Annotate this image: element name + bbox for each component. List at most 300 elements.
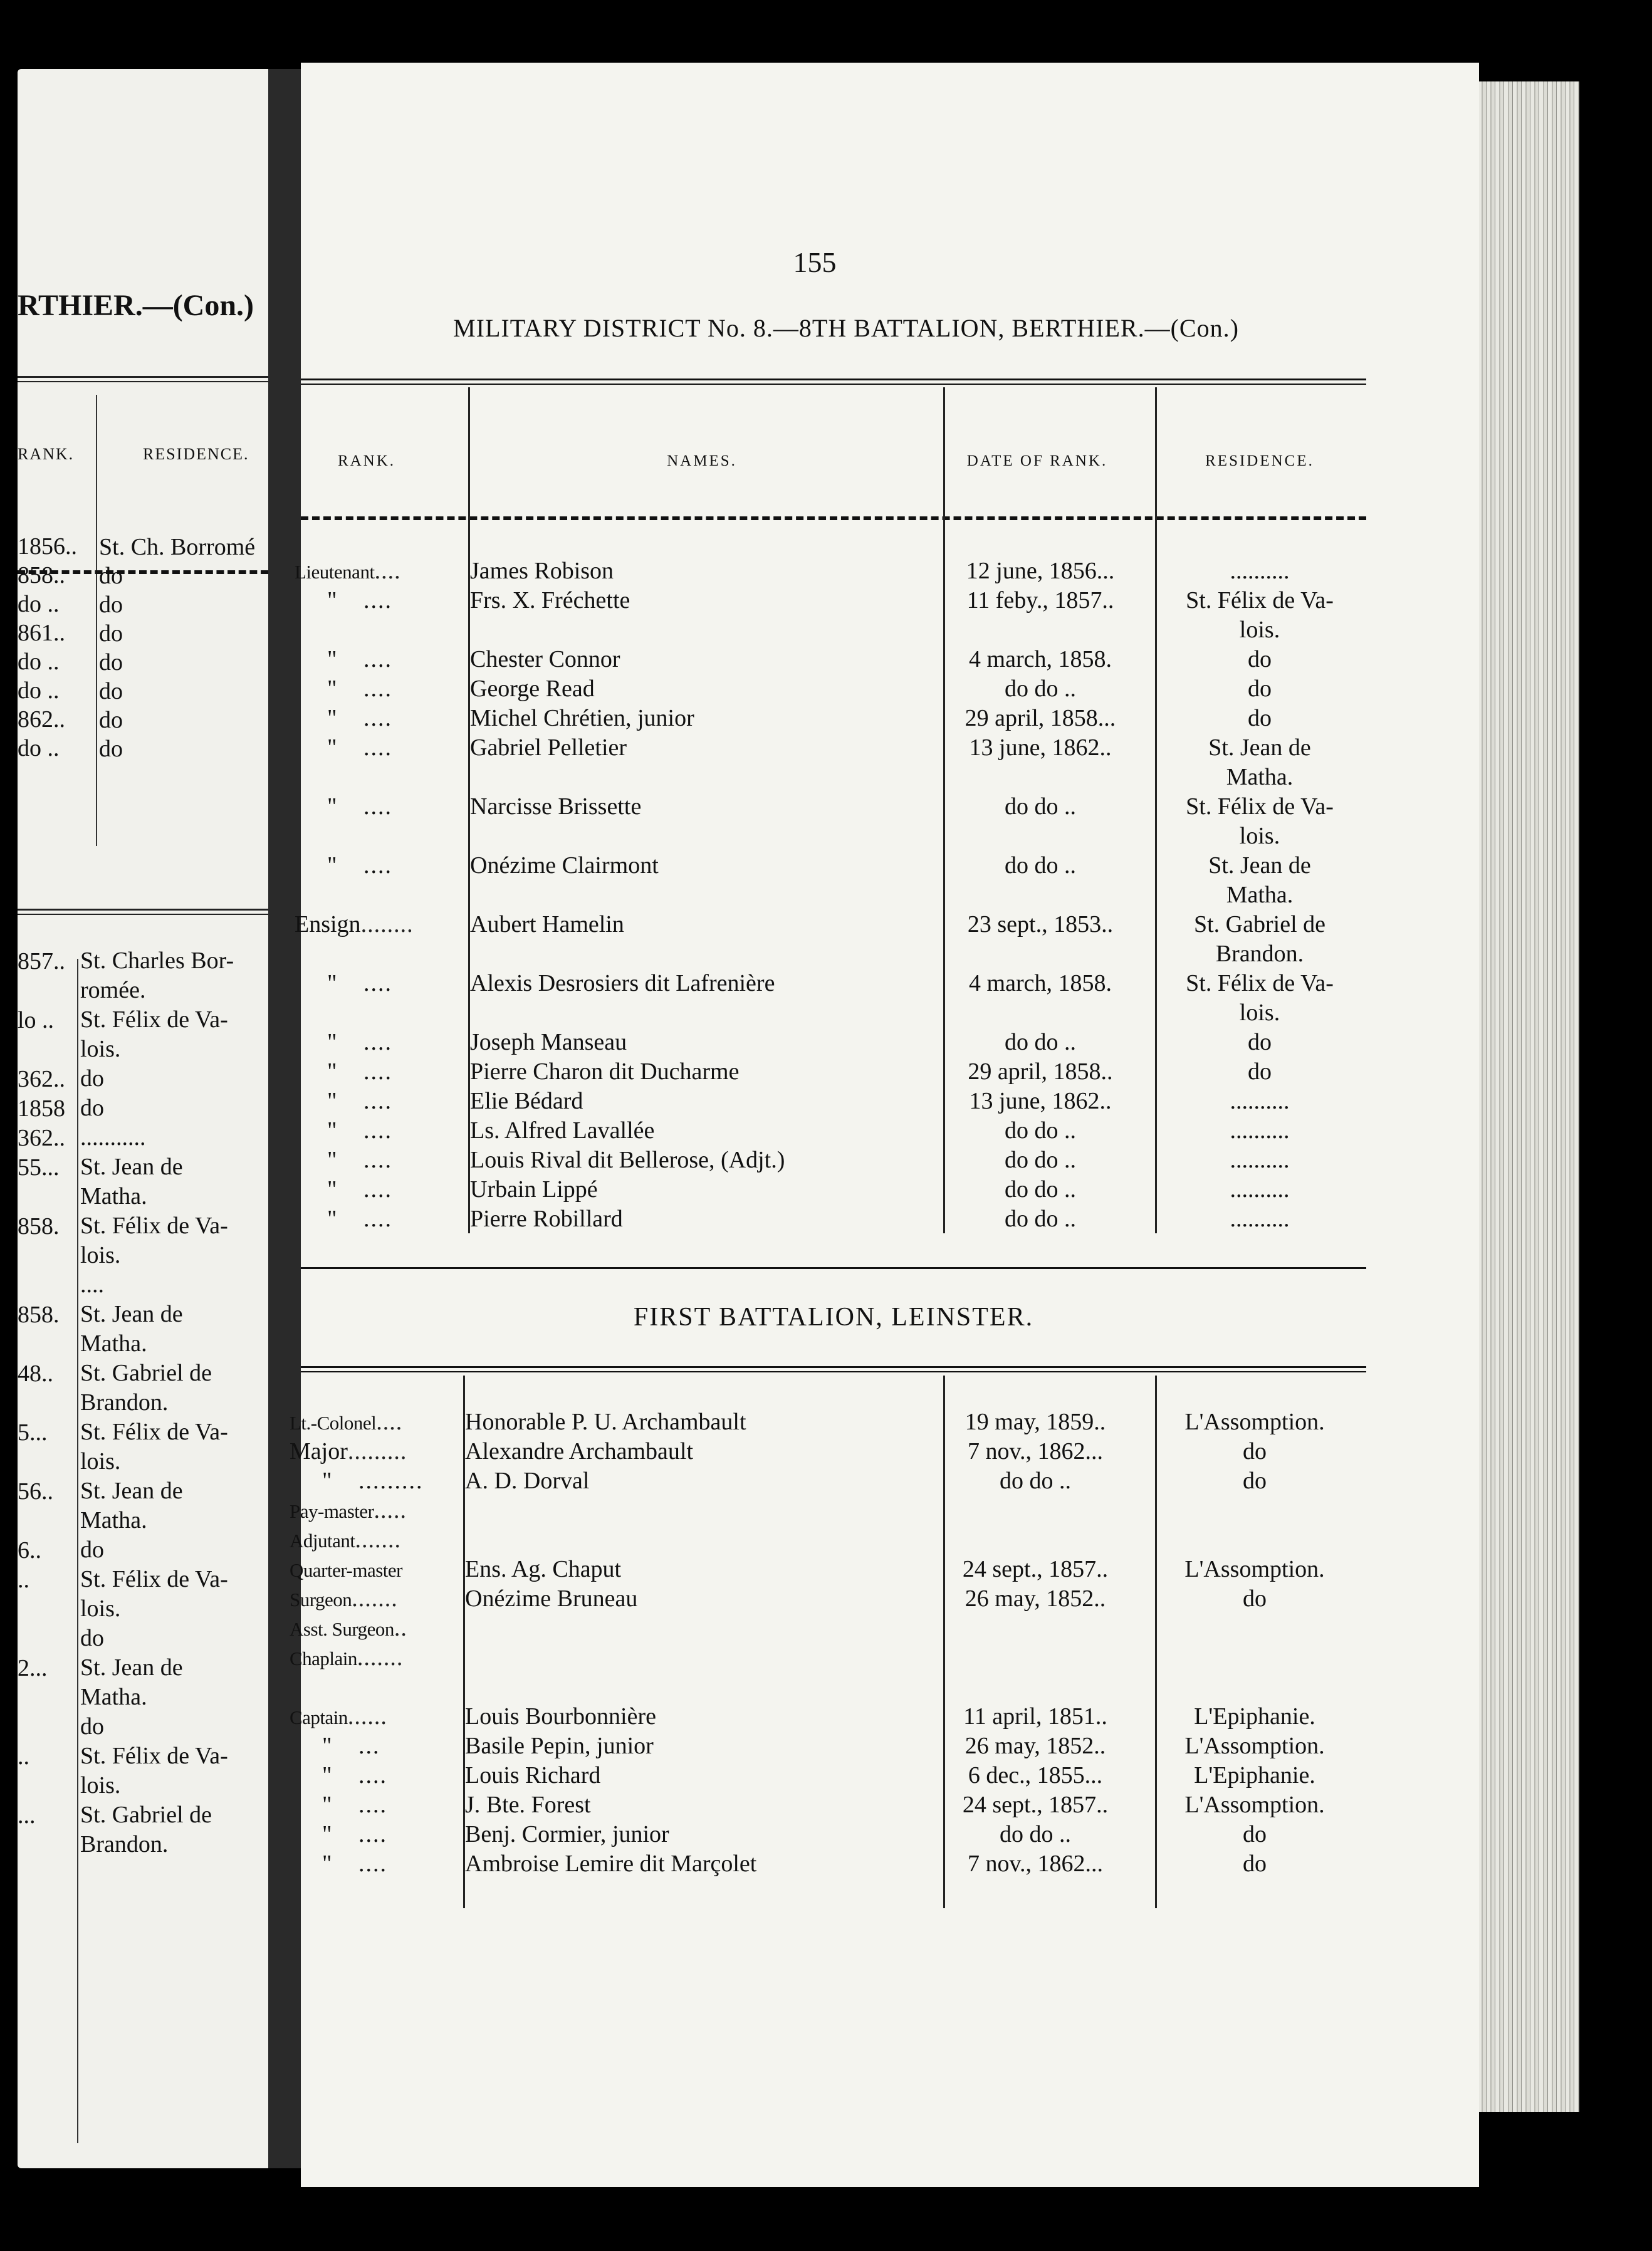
rank-cell	[295, 939, 464, 968]
name-cell	[465, 1614, 916, 1643]
ditto-mark: "	[327, 1176, 337, 1203]
date-cell: do do ..	[1000, 1468, 1071, 1494]
list-item	[18, 590, 268, 620]
name-cell	[470, 1116, 921, 1145]
residence-fragment: St. Jean de	[80, 1154, 183, 1180]
leader-dots: ....	[363, 1147, 392, 1173]
residence-fragment: lois.	[80, 1596, 121, 1622]
leader-dots: .....	[374, 1497, 407, 1523]
name-cell	[465, 1702, 916, 1731]
name-cell	[465, 1643, 916, 1672]
residence-cell: St. Félix de Va-	[1186, 793, 1334, 820]
person-name: Elie Bédard	[470, 1088, 583, 1114]
residence-cell: do	[1248, 1029, 1272, 1055]
name-cell	[465, 1761, 916, 1790]
residence-fragment: do	[99, 563, 123, 589]
rank-label: Lieutenant	[295, 561, 375, 583]
name-cell	[465, 1790, 916, 1819]
rank-cell	[290, 1643, 459, 1672]
rank-cell	[295, 645, 464, 674]
leader-dots: ....	[363, 676, 392, 702]
rank-cell	[290, 1673, 459, 1701]
leader-dots: ....	[363, 852, 392, 879]
leader-dots: ....	[363, 646, 392, 672]
name-cell	[470, 645, 921, 674]
date-cell	[932, 1525, 1139, 1554]
left-page-header: RTHIER.—(Con.)	[18, 289, 254, 322]
date-cell: 11 feby., 1857..	[966, 587, 1114, 614]
residence-fragment: St. Félix de Va-	[80, 1566, 228, 1592]
left-col-rank: RANK.	[18, 445, 75, 463]
col-rank-header: RANK.	[337, 452, 396, 469]
person-name: Alexandre Archambault	[465, 1438, 694, 1465]
residence-cell: St. Jean de	[1208, 852, 1311, 879]
rank-cell	[295, 556, 464, 585]
date-fragment: 362..	[18, 1066, 65, 1092]
rank-label: Quarter-master	[290, 1559, 402, 1581]
person-name: Urbain Lippé	[470, 1176, 598, 1203]
leader-dots: ........	[360, 911, 414, 937]
name-cell	[470, 822, 921, 850]
person-name: J. Bte. Forest	[465, 1792, 591, 1818]
name-cell	[470, 1057, 921, 1086]
date-cell: 19 may, 1859..	[965, 1409, 1106, 1435]
rank-cell	[295, 1175, 464, 1204]
residence-cell: L'Assomption.	[1184, 1409, 1325, 1435]
leader-dots: ...	[358, 1733, 380, 1759]
rank-cell	[290, 1525, 459, 1554]
left-column-rule	[77, 959, 78, 2143]
residence-cell: Brandon.	[1215, 941, 1304, 967]
rank-cell	[295, 615, 464, 644]
person-name: Honorable P. U. Archambault	[465, 1409, 746, 1435]
ditto-mark: "	[327, 646, 337, 672]
date-fragment: 6..	[18, 1537, 41, 1564]
name-cell	[470, 763, 921, 791]
residence-fragment: do	[80, 1095, 104, 1121]
residence-cell: St. Félix de Va-	[1186, 587, 1334, 614]
person-name: Onézime Clairmont	[470, 852, 659, 879]
rank-cell	[290, 1584, 459, 1613]
rank-cell	[295, 1028, 464, 1057]
leader-dots: .........	[347, 1438, 407, 1465]
residence-fragment: St. Félix de Va-	[80, 1006, 228, 1033]
residence-cell: ..........	[1230, 1176, 1290, 1203]
rank-label: Captain	[290, 1706, 348, 1728]
section-rule	[301, 1366, 1366, 1368]
leader-dots: ....	[358, 1792, 387, 1818]
left-page-rule	[18, 381, 268, 382]
date-cell: 26 may, 1852..	[965, 1585, 1106, 1612]
section-rule	[301, 1267, 1366, 1269]
date-cell: 11 april, 1851..	[963, 1703, 1107, 1730]
residence-fragment: romée.	[80, 977, 146, 1003]
residence-cell: do	[1248, 676, 1272, 702]
date-fragment: do ..	[18, 735, 60, 761]
residence-cell: do	[1248, 1058, 1272, 1085]
rank-cell	[295, 586, 464, 615]
date-cell: 6 dec., 1855...	[968, 1762, 1103, 1789]
rank-cell	[295, 880, 464, 909]
person-name: Ens. Ag. Chaput	[465, 1556, 622, 1582]
rank-cell	[290, 1731, 459, 1760]
date-cell: do do ..	[1005, 852, 1076, 879]
person-name: Aubert Hamelin	[470, 911, 624, 937]
date-cell	[932, 1643, 1139, 1672]
date-fragment: 362..	[18, 1125, 65, 1151]
leader-dots: ....	[358, 1821, 387, 1847]
date-cell: do do ..	[1005, 1176, 1076, 1203]
leader-dots: ......	[347, 1703, 387, 1730]
header-rule	[301, 379, 1366, 380]
rank-cell	[295, 822, 464, 850]
residence-cell: ..........	[1230, 1147, 1290, 1173]
residence-fragment: lois.	[80, 1036, 121, 1062]
residence-cell: ..........	[1230, 558, 1290, 584]
date-cell: 26 may, 1852..	[965, 1733, 1106, 1759]
residence-fragment: St. Jean de	[80, 1301, 183, 1327]
residence-cell: St. Gabriel de	[1193, 911, 1325, 937]
list-item	[18, 561, 268, 592]
date-fragment: 862..	[18, 706, 65, 733]
person-name: Benj. Cormier, junior	[465, 1821, 669, 1847]
name-cell	[470, 1087, 921, 1115]
name-cell	[465, 1408, 916, 1436]
date-cell: 24 sept., 1857..	[962, 1556, 1109, 1582]
person-name: Ambroise Lemire dit Marçolet	[465, 1851, 757, 1877]
rank-cell	[295, 733, 464, 762]
residence-fragment: lois.	[80, 1448, 121, 1475]
residence-cell: L'Assomption.	[1184, 1556, 1325, 1582]
ditto-mark: "	[322, 1762, 332, 1789]
rank-label: Adjutant	[290, 1530, 355, 1552]
residence-fragment: Brandon.	[80, 1389, 169, 1416]
rank-cell	[295, 969, 464, 998]
residence-fragment: St. Jean de	[80, 1654, 183, 1681]
residence-fragment: lois.	[80, 1772, 121, 1799]
residence-fragment: do	[99, 649, 123, 676]
name-cell	[470, 556, 921, 585]
name-cell	[465, 1466, 916, 1495]
name-cell	[470, 586, 921, 615]
residence-cell: L'Epiphanie.	[1194, 1703, 1315, 1730]
rank-label: Major	[290, 1438, 348, 1465]
leader-dots: ....	[363, 1058, 392, 1085]
col-date-header: DATE OF RANK.	[966, 452, 1108, 469]
name-cell	[470, 1028, 921, 1057]
residence-fragment: do	[99, 678, 123, 704]
date-cell: do do ..	[1005, 676, 1076, 702]
name-cell	[470, 851, 921, 880]
residence-fragment: St. Gabriel de	[80, 1802, 212, 1828]
residence-fragment: do	[99, 736, 123, 762]
residence-cell	[1148, 1614, 1361, 1643]
page-number: 155	[793, 246, 837, 278]
ditto-mark: "	[327, 1206, 337, 1232]
ditto-mark: "	[327, 970, 337, 996]
date-fragment: do ..	[18, 649, 60, 675]
date-cell: 4 march, 1858.	[969, 646, 1112, 672]
leader-dots: ....	[358, 1762, 387, 1789]
date-fragment: 857..	[18, 948, 65, 974]
residence-cell: lois.	[1239, 823, 1280, 849]
name-cell	[470, 910, 921, 939]
name-cell	[470, 969, 921, 998]
rank-label: Lt.-Colonel	[290, 1412, 377, 1434]
name-cell	[465, 1555, 916, 1584]
rank-cell	[290, 1437, 459, 1466]
person-name: Onézime Bruneau	[465, 1585, 638, 1612]
dashed-rule	[301, 516, 1366, 520]
residence-cell	[1148, 1673, 1361, 1701]
leader-dots: .......	[352, 1585, 398, 1612]
ditto-mark: "	[327, 1117, 337, 1144]
residence-cell: ..........	[1230, 1206, 1290, 1232]
col-residence-header: RESIDENCE.	[1205, 452, 1314, 469]
date-fragment: ..	[18, 1743, 29, 1770]
residence-cell: do	[1243, 1468, 1267, 1494]
residence-cell: do	[1243, 1438, 1267, 1465]
person-name: Narcisse Brissette	[470, 793, 642, 820]
date-cell: 13 june, 1862..	[969, 1088, 1112, 1114]
ditto-mark: "	[322, 1851, 332, 1877]
rank-cell	[295, 1116, 464, 1145]
person-name: Pierre Robillard	[470, 1206, 623, 1232]
date-cell: 4 march, 1858.	[969, 970, 1112, 996]
date-cell	[932, 1673, 1139, 1701]
date-fragment: 5...	[18, 1419, 48, 1446]
date-cell	[937, 615, 1144, 644]
date-fragment: 858.	[18, 1302, 60, 1328]
date-cell	[932, 1496, 1139, 1525]
name-cell	[470, 615, 921, 644]
name-cell	[470, 674, 921, 703]
residence-fragment: St. Charles Bor-	[80, 948, 234, 974]
leader-dots: ....	[363, 1206, 392, 1232]
rank-cell	[295, 674, 464, 703]
header-rule	[301, 384, 1366, 385]
residence-fragment: do	[99, 592, 123, 618]
date-cell: 7 nov., 1862...	[967, 1851, 1104, 1877]
leader-dots: .......	[357, 1644, 404, 1671]
name-cell	[470, 792, 921, 821]
date-fragment: 56..	[18, 1478, 53, 1505]
left-page-rule	[18, 909, 268, 911]
residence-cell: St. Jean de	[1208, 734, 1311, 761]
rank-cell	[295, 704, 464, 733]
rank-cell	[290, 1702, 459, 1731]
name-cell	[470, 998, 921, 1027]
person-name: Louis Bourbonnière	[465, 1703, 657, 1730]
rank-cell	[295, 910, 464, 939]
name-cell	[465, 1820, 916, 1849]
name-cell	[465, 1496, 916, 1525]
rank-cell	[290, 1820, 459, 1849]
residence-cell: St. Félix de Va-	[1186, 970, 1334, 996]
section-rule	[301, 1371, 1366, 1372]
rank-cell	[290, 1614, 459, 1643]
residence-fragment: St. Gabriel de	[80, 1360, 212, 1386]
date-fragment: 55...	[18, 1154, 60, 1181]
date-cell	[937, 763, 1144, 791]
leader-dots: .......	[355, 1527, 401, 1553]
ditto-mark: "	[322, 1468, 332, 1494]
person-name: Gabriel Pelletier	[470, 734, 627, 761]
leader-dots: ....	[376, 1409, 403, 1435]
name-cell	[470, 880, 921, 909]
leader-dots: ....	[363, 734, 392, 761]
rank-cell	[295, 1057, 464, 1086]
date-cell: do do ..	[1000, 1821, 1071, 1847]
date-fragment: ..	[18, 1567, 29, 1593]
rank-cell	[290, 1849, 459, 1878]
leader-dots: ....	[363, 705, 392, 731]
name-cell	[470, 704, 921, 733]
date-fragment: 2...	[18, 1655, 48, 1681]
date-fragment: do ..	[18, 591, 60, 617]
date-cell: do do ..	[1005, 1147, 1076, 1173]
date-fragment: 1856..	[18, 533, 77, 560]
section-title: FIRST BATTALION, LEINSTER.	[633, 1303, 1034, 1332]
rank-cell	[295, 1204, 464, 1233]
rank-label: Asst. Surgeon	[290, 1618, 394, 1640]
person-name: Pierre Charon dit Ducharme	[470, 1058, 740, 1085]
name-cell	[470, 939, 921, 968]
residence-fragment: Matha.	[80, 1183, 147, 1209]
name-cell	[470, 1204, 921, 1233]
person-name: Basile Pepin, junior	[465, 1733, 654, 1759]
col-names-header: NAMES.	[667, 452, 737, 469]
page-title: MILITARY DISTRICT No. 8.—8TH BATTALION, BERTHIER.—(Con.)	[453, 314, 1239, 342]
leader-dots: ....	[358, 1851, 387, 1877]
residence-fragment: St. Jean de	[80, 1478, 183, 1504]
person-name: George Read	[470, 676, 595, 702]
name-cell	[465, 1673, 916, 1701]
rank-label: Pay-master	[290, 1500, 374, 1522]
residence-fragment: St. Félix de Va-	[80, 1743, 228, 1769]
date-cell	[937, 998, 1144, 1027]
leader-dots: ....	[363, 587, 392, 614]
rank-label: Chaplain	[290, 1648, 357, 1669]
date-cell	[932, 1614, 1139, 1643]
person-name: A. D. Dorval	[465, 1468, 590, 1494]
date-cell: do do ..	[1005, 1117, 1076, 1144]
person-name: Joseph Manseau	[470, 1029, 627, 1055]
date-cell: do do ..	[1005, 1029, 1076, 1055]
date-cell: 23 sept., 1853..	[967, 911, 1114, 937]
residence-fragment: do	[80, 1625, 104, 1651]
date-fragment: do ..	[18, 677, 60, 704]
person-name: Louis Rival dit Bellerose, (Adjt.)	[470, 1147, 785, 1173]
residence-fragment: Matha.	[80, 1684, 147, 1710]
date-fragment: 861..	[18, 620, 65, 646]
leader-dots: ....	[363, 970, 392, 996]
date-fragment: 1858	[18, 1095, 65, 1122]
rank-cell	[290, 1790, 459, 1819]
date-cell	[937, 939, 1144, 968]
ditto-mark: "	[322, 1733, 332, 1759]
name-cell	[465, 1525, 916, 1554]
date-cell: 29 april, 1858...	[965, 705, 1116, 731]
residence-cell	[1148, 1525, 1361, 1554]
ditto-mark: "	[327, 1029, 337, 1055]
residence-cell: ..........	[1230, 1088, 1290, 1114]
date-fragment: 858.	[18, 1213, 60, 1240]
name-cell	[465, 1849, 916, 1878]
name-cell	[470, 733, 921, 762]
residence-cell: do	[1248, 705, 1272, 731]
leader-dots: ....	[363, 1117, 392, 1144]
residence-cell: lois.	[1239, 617, 1280, 643]
residence-fragment: Matha.	[80, 1507, 147, 1533]
date-cell: 7 nov., 1862...	[967, 1438, 1104, 1465]
leader-dots: ....	[363, 1176, 392, 1203]
rank-cell	[290, 1408, 459, 1436]
person-name: Louis Richard	[465, 1762, 601, 1789]
rank-cell	[295, 998, 464, 1027]
left-page-fragment	[18, 69, 268, 2168]
date-cell: do do ..	[1005, 793, 1076, 820]
residence-fragment: do	[80, 1713, 104, 1740]
person-name: James Robison	[470, 558, 614, 584]
ditto-mark: "	[327, 676, 337, 702]
ditto-mark: "	[327, 587, 337, 614]
name-cell	[465, 1437, 916, 1466]
list-item	[18, 706, 268, 736]
leader-dots: ....	[374, 558, 401, 584]
date-cell: 12 june, 1856...	[966, 558, 1115, 584]
rank-cell	[290, 1555, 459, 1584]
residence-fragment: do	[80, 1537, 104, 1563]
name-cell	[470, 1175, 921, 1204]
residence-fragment: St. Félix de Va-	[80, 1419, 228, 1445]
residence-fragment: St. Félix de Va-	[80, 1213, 228, 1239]
date-cell: 29 april, 1858..	[968, 1058, 1113, 1085]
rank-cell	[295, 851, 464, 880]
residence-cell	[1148, 1643, 1361, 1672]
list-item	[18, 619, 268, 649]
person-name: Frs. X. Fréchette	[470, 587, 630, 614]
rank-cell	[290, 1761, 459, 1790]
ditto-mark: "	[327, 1147, 337, 1173]
ditto-mark: "	[322, 1792, 332, 1818]
date-fragment: 858..	[18, 562, 65, 588]
ditto-mark: "	[327, 734, 337, 761]
date-cell: 24 sept., 1857..	[962, 1792, 1109, 1818]
name-cell	[470, 1146, 921, 1174]
left-page-rule	[18, 914, 268, 915]
residence-fragment: Brandon.	[80, 1831, 169, 1857]
ditto-mark: "	[327, 1088, 337, 1114]
residence-fragment: ...........	[80, 1124, 146, 1151]
left-col-residence: RESIDENCE.	[143, 445, 249, 463]
residence-fragment: do	[99, 620, 123, 647]
list-item	[18, 533, 268, 563]
person-name: Michel Chrétien, junior	[470, 705, 694, 731]
leader-dots: ....	[363, 1029, 392, 1055]
residence-fragment: do	[99, 707, 123, 733]
leader-dots: ....	[363, 793, 392, 820]
residence-fragment: Matha.	[80, 1330, 147, 1357]
list-item	[18, 677, 268, 707]
residence-cell: L'Assomption.	[1184, 1792, 1325, 1818]
date-fragment: ...	[18, 1802, 36, 1829]
date-cell: do do ..	[1005, 1206, 1076, 1232]
rank-cell	[290, 1466, 459, 1495]
rank-label: Surgeon	[290, 1589, 352, 1611]
residence-cell: do	[1248, 646, 1272, 672]
list-item	[18, 648, 268, 678]
